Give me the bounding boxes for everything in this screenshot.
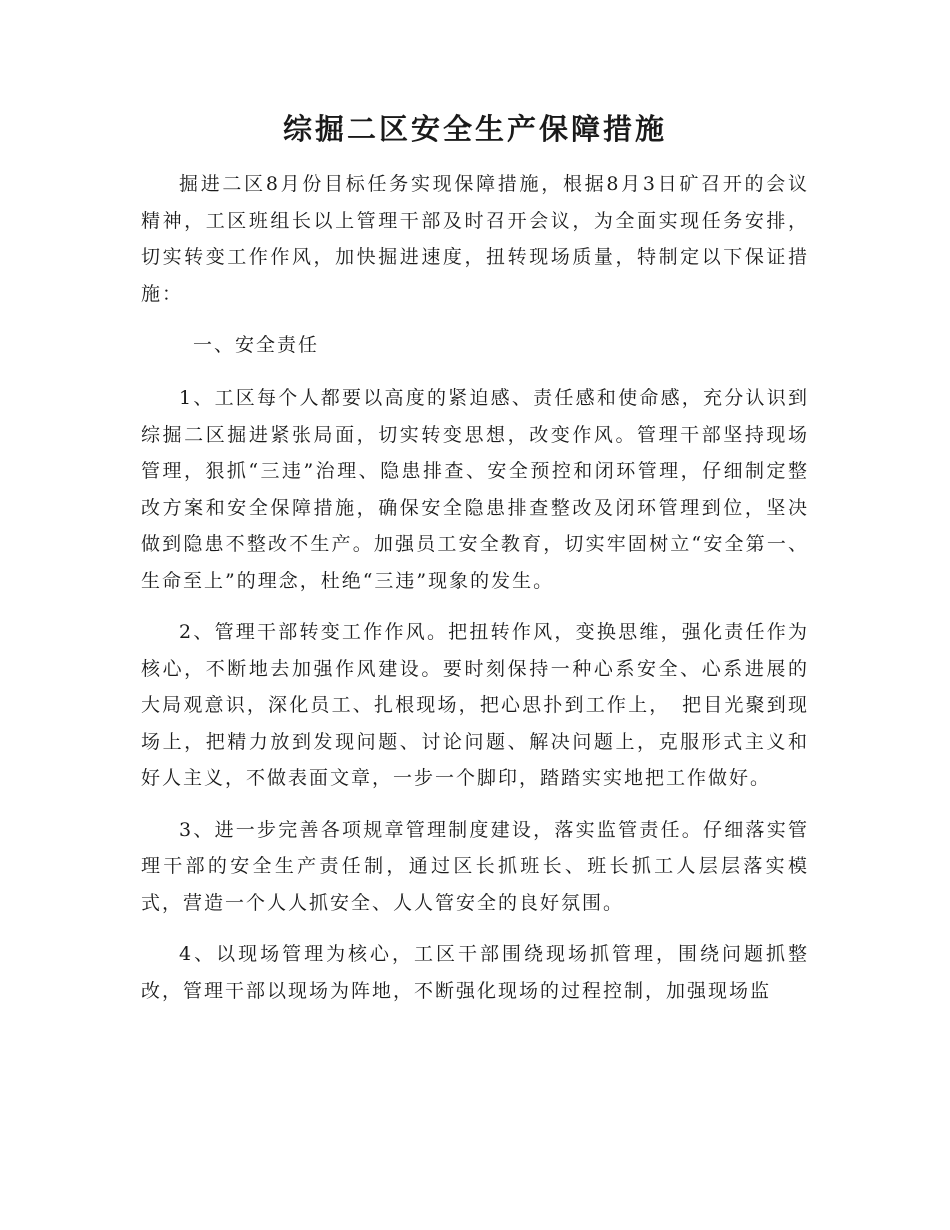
- section-heading: 一、安全责任: [193, 334, 320, 356]
- paragraph-1: 1、工区每个人都要以高度的紧迫感、责任感和使命感，充分认识到综掘二区掘进紧张局面，切实转变思想，改变作风。管理干部坚持现场管理，狠抓“三违”治理、隐患排查、安全预控和闭环管理，仔细制定整改方案和安全保障措施，确保安全隐患排查整改及闭环管理到位，坚决做到隐患不整改不生产。加强员工安全教育，切实牢固树立“安全第一、生命至上”的理念，杜绝“三违”现象的发生。: [141, 387, 809, 592]
- paragraph-4: 4、以现场管理为核心，工区干部围绕现场抓管理，围绕问题抓整改，管理干部以现场为阵地，不断强化现场的过程控制，加强现场监: [141, 943, 809, 1002]
- intro-paragraph: 掘进二区8月份目标任务实现保障措施，根据8月3日矿召开的会议精神，工区班组长以上管理干部及时召开会议，为全面实现任务安排，切实转变工作作风，加快掘进速度，扭转现场质量，特制定以下保证措施：: [141, 173, 809, 305]
- document-title: 综掘二区安全生产保障措施: [282, 112, 667, 146]
- paragraph-2: 2、管理干部转变工作作风。把扭转作风，变换思维，强化责任作为核心，不断地去加强作风建设。要时刻保持一种心系安全、心系进展的大局观意识，深化员工、扎根现场，把心思扑到工作上， 把目光聚到现场上，把精力放到发现问题、讨论问题、解决问题上，克服形式主义和好人主义，不做表面文章，一步一个脚印，踏踏实实地把工作做好。: [141, 621, 809, 789]
- document-body: [141, 166, 809, 1024]
- paragraph-3: 3、进一步完善各项规章管理制度建设，落实监管责任。仔细落实管理干部的安全生产责任制，通过区长抓班长、班长抓工人层层落实模式，营造一个人人抓安全、人人管安全的良好氛围。: [141, 818, 809, 914]
